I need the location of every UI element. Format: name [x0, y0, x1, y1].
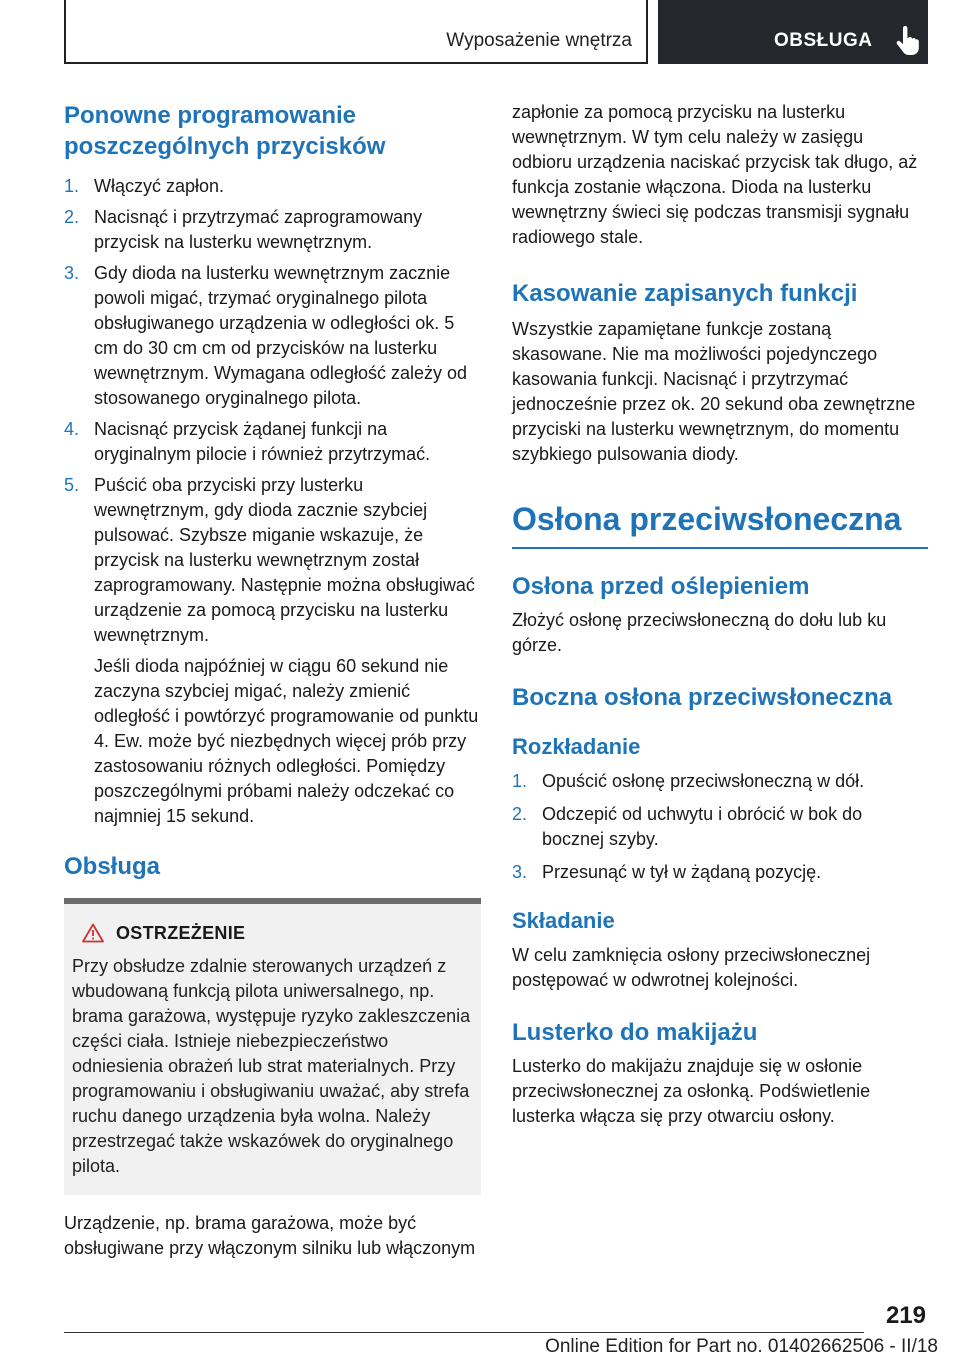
step-text: Włączyć zapłon. — [94, 176, 225, 196]
left-column — [64, 100, 481, 1261]
folding-text: W celu zamknięcia osłony przeciwsłonecznej postępować w odwrotnej kolejności. — [512, 945, 871, 990]
step-number: 2. — [512, 804, 528, 824]
header-chapter-title: OBSŁUGA — [774, 30, 873, 51]
glare-visor-text: Złożyć osłonę przeciwsłoneczną do dołu lub ku górze. — [512, 610, 887, 655]
step-item — [64, 205, 481, 255]
step-item — [64, 473, 481, 648]
hand-pointer-icon — [894, 26, 920, 56]
heading-obsluga: Obsługa — [64, 853, 161, 880]
footer-edition-text: Online Edition for Part no. 01402662506 - II/18 — [545, 1336, 938, 1357]
step-item — [64, 261, 481, 411]
heading-sun-visor: Osłona przeciwsłoneczna — [512, 501, 902, 537]
step-text: Nacisnąć przycisk żądanej funkcji na oryginalnym pilocie i również przytrzymać. — [94, 419, 431, 464]
footer-divider — [64, 1332, 864, 1333]
warning-title-row — [72, 920, 473, 946]
heading-folding: Składanie — [512, 908, 615, 933]
header-section-box — [64, 0, 648, 64]
step-item — [512, 860, 928, 885]
step-number: 5. — [64, 475, 80, 495]
step-text: Gdy dioda na lusterku wewnętrznym zacznie powoli migać, trzymać oryginalnego pilota obsługiwanego urządzenia w odległości ok. 5 cm do 30 cm cm od przycisków na lusterku wewnętrznym. Wymagana odległość zależy od stosowanego oryginalnego pilota. — [94, 263, 468, 408]
obsluga-text-continued: zapłonie za pomocą przycisku na lusterku wewnętrznym. W tym celu należy w zasięgu odbioru urządzenia naciskać przycisk tak długo, aż funkcja zostanie włączona. Dioda na lusterku wewnętrzny świeci się podczas transmisji sygnału radiowego stale. — [512, 102, 918, 247]
header-section-title: Wyposażenie wnętrza — [446, 30, 632, 51]
step-number: 4. — [64, 419, 80, 439]
step-item — [64, 417, 481, 467]
obsluga-text: Urządzenie, np. brama garażowa, może być obsługiwane przy włączonym silniku lub włączonym — [64, 1213, 476, 1258]
header-chapter-box — [658, 0, 928, 64]
vanity-mirror-text: Lusterko do makijażu znajduje się w osłonie przeciwsłonecznej za osłonką. Podświetlenie lusterka włącza się przy otwarciu osłony. — [512, 1056, 871, 1126]
step-number: 1. — [512, 771, 528, 791]
step-number: 3. — [512, 862, 528, 882]
footer-edition — [545, 1336, 938, 1358]
heading-glare-visor: Osłona przed oślepieniem — [512, 573, 810, 600]
heading-unfolding: Rozkładanie — [512, 734, 641, 759]
page-number: 219 — [885, 1302, 926, 1329]
step-text: Odczepić od uchwytu i obrócić w bok do bocznej szyby. — [542, 804, 863, 849]
heading-side-visor: Boczna osłona przeciwsłoneczna — [512, 684, 893, 711]
step-text: Opuścić osłonę przeciwsłoneczną w dół. — [542, 771, 865, 791]
heading-vanity-mirror: Lusterko do makijażu — [512, 1019, 758, 1046]
step-item — [512, 802, 928, 852]
heading-delete-functions: Kasowanie zapisanych funkcji — [512, 280, 858, 307]
heading-reprogram-buttons: Ponowne programowanie poszczególnych przycisków — [64, 102, 386, 160]
step-text: Przesunąć w tył w żądaną pozycję. — [542, 862, 822, 882]
step-item — [512, 769, 928, 794]
warning-title: OSTRZEŻENIE — [116, 922, 246, 943]
step-text: Puścić oba przyciski przy lusterku wewnętrznym, gdy dioda zacznie szybciej pulsować. Szybsze miganie wskazuje, że przycisk na lusterku wewnętrznym został zaprogramowany. Następnie można obsługiwać urządzenie za pomocą przycisku na lusterku wewnętrznym. — [94, 475, 475, 645]
step-text: Nacisnąć i przytrzymać zaprogramowany przycisk na lusterku wewnętrznym. — [94, 207, 423, 252]
step-5-note: Jeśli dioda najpóźniej w ciągu 60 sekund nie zaczyna szybciej migać, należy zmienić odległość i powtórzyć programowanie od punktu 4. Ew. może być niezbędnych więcej prób przy zastosowaniu różnych odległości. Pomiędzy poszczególnymi próbami należy odczekać co najmniej 15 sekund. — [94, 656, 479, 826]
warning-box — [64, 898, 481, 1195]
step-number: 1. — [64, 176, 80, 196]
step-number: 2. — [64, 207, 80, 227]
warning-text: Przy obsłudze zdalnie sterowanych urządzeń z wbudowaną funkcją pilota uniwersalnego, np. brama garażowa, występuje ryzyko zakleszczenia części ciała. Istnieje niebezpieczeństwo odniesienia obrażeń lub strat materialnych. Przy programowaniu i obsługiwaniu uważać, aby strefa ruchu danego urządzenia była wolna. Należy przestrzegać także wskazówek do oryginalnego pilota. — [72, 956, 471, 1176]
step-number: 3. — [64, 263, 80, 283]
delete-functions-text: Wszystkie zapamiętane funkcje zostaną skasowane. Nie ma możliwości pojedynczego kasowania funkcji. Nacisnąć i przytrzymać jednocześnie przez ok. 20 sekund oba zewnętrzne przyciski na lusterku wewnętrznym, do momentu szybkiego pulsowania diody. — [512, 319, 916, 464]
warning-triangle-icon — [82, 923, 104, 943]
right-column — [512, 100, 928, 1129]
step-item — [64, 174, 481, 199]
